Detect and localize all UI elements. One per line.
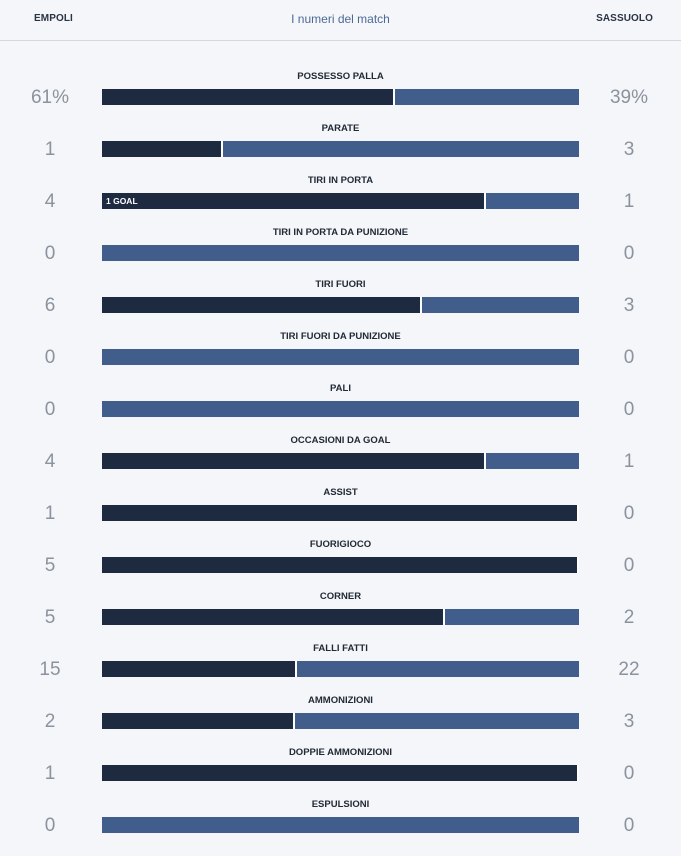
stat-row [0, 641, 681, 693]
stat-bar [102, 453, 579, 469]
away-stat-value: 0 [623, 555, 635, 576]
stat-row [0, 433, 681, 485]
home-stat-value: 5 [44, 607, 56, 628]
home-stat-value: 0 [44, 347, 56, 368]
stat-row [0, 797, 681, 849]
away-team-name: SASSUOLO [596, 13, 653, 24]
bar-divider [221, 141, 223, 157]
stat-row [0, 485, 681, 537]
stat-row [0, 225, 681, 277]
stat-bar [102, 557, 579, 573]
home-stat-value: 0 [44, 243, 56, 264]
stat-row [0, 121, 681, 173]
stat-row [0, 381, 681, 433]
home-team-name: EMPOLI [34, 13, 73, 24]
stat-label: DOPPIE AMMONIZIONI [288, 747, 393, 758]
away-stat-value: 3 [623, 295, 635, 316]
home-stat-value: 1 [44, 503, 56, 524]
bar-divider [577, 765, 579, 781]
stat-bar [102, 89, 579, 105]
home-bar-segment [102, 661, 295, 677]
stat-row [0, 537, 681, 589]
away-stat-value: 0 [623, 399, 635, 420]
home-bar-segment [102, 609, 443, 625]
stat-bar [102, 297, 579, 313]
stat-label: ASSIST [323, 487, 358, 498]
away-stat-value: 3 [623, 139, 635, 160]
stat-bar [102, 141, 579, 157]
away-stat-value: 3 [623, 711, 635, 732]
home-bar-segment [102, 765, 577, 781]
bar-divider [295, 661, 297, 677]
stat-bar [102, 713, 579, 729]
stat-label: AMMONIZIONI [308, 695, 373, 706]
bar-divider [293, 713, 295, 729]
away-stat-value: 0 [623, 815, 635, 836]
home-stat-value: 4 [44, 451, 56, 472]
stat-bar [102, 401, 579, 417]
stats-header [0, 0, 681, 41]
stat-bar [102, 193, 579, 209]
home-bar-segment [102, 453, 484, 469]
home-stat-value: 5 [44, 555, 56, 576]
stat-row [0, 693, 681, 745]
home-stat-value: 4 [44, 191, 56, 212]
goal-note: 1 GOAL [106, 196, 138, 206]
stat-row [0, 173, 681, 225]
home-stat-value: 2 [44, 711, 56, 732]
stat-bar [102, 609, 579, 625]
stat-label: FALLI FATTI [313, 643, 368, 654]
stat-label: PALI [330, 383, 351, 394]
away-stat-value: 0 [623, 503, 635, 524]
stat-bar [102, 245, 579, 261]
stat-row [0, 277, 681, 329]
stat-label: OCCASIONI DA GOAL [290, 435, 391, 446]
stat-bar [102, 349, 579, 365]
home-stat-value: 1 [44, 139, 56, 160]
stat-row [0, 329, 681, 381]
bar-divider [577, 505, 579, 521]
home-bar-segment [102, 89, 393, 105]
stat-label: FUORIGIOCO [309, 539, 372, 550]
away-stat-value: 0 [623, 243, 635, 264]
home-stat-value: 61% [30, 87, 70, 108]
stat-row [0, 69, 681, 121]
stat-bar [102, 765, 579, 781]
bar-divider [420, 297, 422, 313]
away-stat-value: 22 [618, 659, 640, 680]
away-stat-value: 0 [623, 347, 635, 368]
home-bar-segment [102, 557, 577, 573]
page-title: I numeri del match [291, 12, 390, 26]
away-stat-value: 2 [623, 607, 635, 628]
stat-label: TIRI IN PORTA DA PUNIZIONE [272, 227, 409, 238]
stat-bar [102, 505, 579, 521]
home-bar-segment [102, 297, 420, 313]
stat-label: ESPULSIONI [311, 799, 370, 810]
away-stat-value: 1 [623, 191, 635, 212]
stat-label: CORNER [319, 591, 362, 602]
bar-divider [443, 609, 445, 625]
bar-divider [484, 193, 486, 209]
away-stat-value: 1 [623, 451, 635, 472]
away-stat-value: 39% [609, 87, 649, 108]
stat-row [0, 589, 681, 641]
stat-label: POSSESSO PALLA [297, 71, 384, 82]
stat-label: TIRI IN PORTA [307, 175, 374, 186]
home-bar-segment [102, 505, 577, 521]
bar-divider [484, 453, 486, 469]
stat-bar [102, 661, 579, 677]
stat-row [0, 745, 681, 797]
bar-divider [577, 557, 579, 573]
home-bar-segment [102, 713, 293, 729]
home-bar-segment [102, 193, 484, 209]
stat-bar [102, 817, 579, 833]
stat-label: TIRI FUORI [315, 279, 366, 290]
home-stat-value: 1 [44, 763, 56, 784]
stats-list [0, 69, 681, 849]
stat-label: PARATE [321, 123, 360, 134]
home-stat-value: 0 [44, 399, 56, 420]
away-stat-value: 0 [623, 763, 635, 784]
home-stat-value: 15 [39, 659, 61, 680]
home-stat-value: 0 [44, 815, 56, 836]
home-stat-value: 6 [44, 295, 56, 316]
home-bar-segment [102, 141, 221, 157]
bar-divider [393, 89, 395, 105]
stat-label: TIRI FUORI DA PUNIZIONE [280, 331, 401, 342]
